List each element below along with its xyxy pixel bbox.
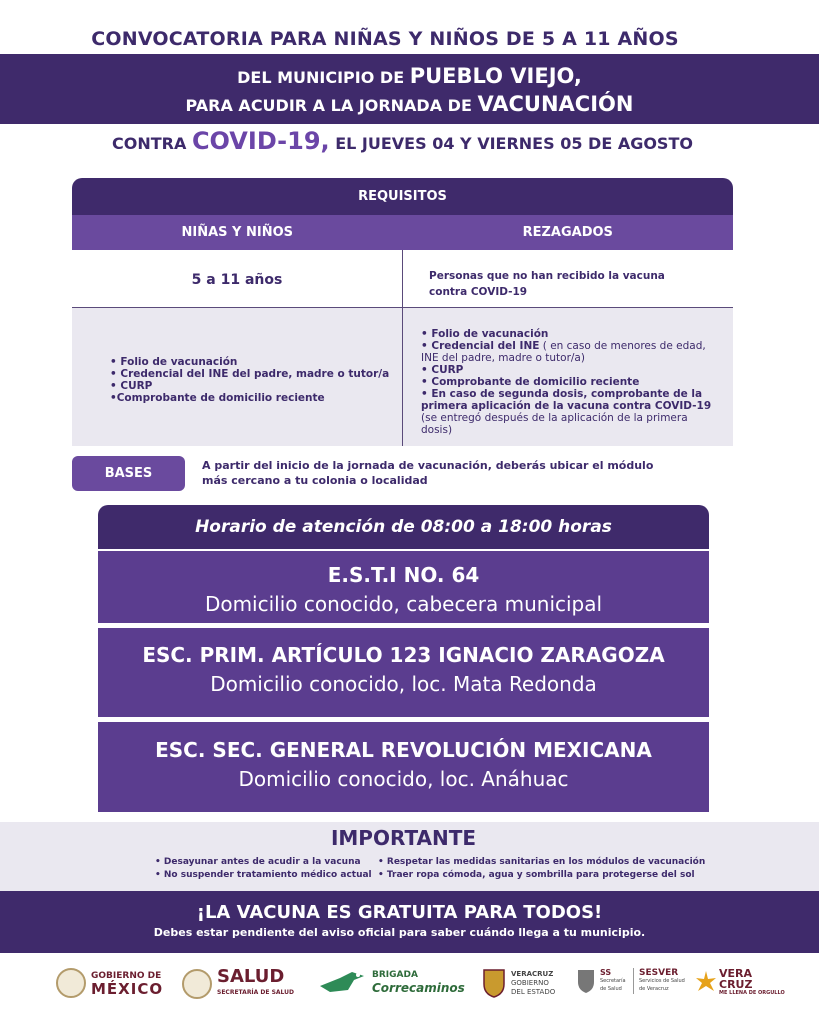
venue-card [98, 628, 709, 717]
band-line-2-prefix: PARA ACUDIR A LA JORNADA DE [185, 96, 478, 115]
requirements-row-age [72, 250, 733, 308]
ss-text [600, 969, 628, 993]
schedule-hours: Horario de atención de 08:00 a 18:00 horas [98, 505, 709, 549]
logo-text: VERA [719, 967, 753, 980]
important-section [0, 822, 819, 891]
list-item: • No suspender tratamiento médico actual [155, 870, 372, 880]
header-band [0, 54, 819, 124]
veracruz-orgullo-logo [695, 968, 785, 996]
list-item: •Comprobante de domicilio reciente [110, 392, 325, 404]
list-item: • Folio de vacunación [110, 356, 238, 368]
list-item-note: (se entregó después de la aplicación de la primera dosis) [421, 412, 688, 436]
rezagados-docs-cell [403, 308, 733, 446]
list-item-bold: • En caso de segunda dosis, comprobante de la primera aplicación de la vacuna contra COVID-19 [421, 388, 712, 412]
col-children: NIÑAS Y NIÑOS [181, 225, 293, 240]
band-line-1 [0, 64, 819, 88]
logo-text: DEL ESTADO [511, 987, 556, 996]
free-vaccine-title: ¡LA VACUNA ES GRATUITA PARA TODOS! [196, 902, 603, 923]
official-notice: Debes estar pendiente del aviso oficial para saber cuándo llega a tu municipio. [153, 926, 646, 939]
eagle-seal-icon [56, 968, 86, 998]
logo-text: ME LLENA DE ORGULLO [719, 990, 785, 996]
venue-name: ESC. PRIM. ARTÍCULO 123 IGNACIO ZARAGOZA [142, 643, 665, 667]
free-vaccine-band [0, 891, 819, 953]
venue-card [98, 551, 709, 623]
ss-sesver-logo [576, 968, 689, 994]
list-item: • Folio de vacunación [421, 328, 549, 340]
brigada-correcaminos-logo [318, 968, 465, 996]
col-rezagados: REZAGADOS [522, 225, 613, 240]
logo-text: MÉXICO [91, 980, 164, 998]
age-cell [72, 250, 403, 307]
sesver-text [639, 969, 689, 993]
gobierno-mexico-text [91, 970, 163, 996]
logo-text: GOBIERNO [511, 978, 549, 987]
requirements-subheader [72, 215, 733, 250]
venue-address: Domicilio conocido, loc. Anáhuac [238, 767, 569, 791]
pending-cell [403, 250, 733, 307]
list-item: • Comprobante de domicilio reciente [421, 376, 640, 388]
logo-text: Secretaría de Salud [600, 978, 626, 992]
list-item: • Traer ropa cómoda, agua y sombrilla para protegerse del sol [378, 870, 695, 880]
covid-word: COVID-19, [191, 127, 330, 155]
convocatoria-title: CONVOCATORIA PARA NIÑAS Y NIÑOS DE 5 A 11 AÑOS [91, 28, 679, 50]
gobierno-mexico-logo [56, 968, 163, 998]
date-line [0, 127, 805, 155]
veracruz-orgullo-text [719, 968, 785, 996]
municipality-name: PUEBLO VIEJO, [409, 64, 582, 88]
veracruz-gobierno-logo [482, 968, 555, 998]
list-item [421, 388, 721, 436]
list-item: • Desayunar antes de acudir a la vacuna [155, 857, 361, 867]
list-item [421, 340, 721, 364]
eagle-seal-icon [182, 969, 212, 999]
venue-address: Domicilio conocido, cabecera municipal [204, 592, 603, 616]
age-range: 5 a 11 años [191, 272, 283, 288]
pending-text: Personas que no han recibido la vacuna contra COVID-19 [429, 270, 665, 298]
date-line-dates: EL JUEVES 04 Y VIERNES 05 DE AGOSTO [329, 134, 693, 153]
logo-text: SESVER [639, 968, 679, 978]
important-title: IMPORTANTE [330, 826, 477, 850]
star-burst-icon [695, 970, 717, 994]
logo-divider [633, 968, 634, 994]
children-docs-list [110, 356, 400, 404]
veracruz-text [511, 970, 555, 997]
logo-text: BRIGADA [372, 970, 418, 980]
brigada-text [372, 969, 465, 995]
logo-text: VERACRUZ [511, 969, 554, 978]
important-list-right [378, 856, 705, 882]
venue-address: Domicilio conocido, loc. Mata Redonda [210, 672, 597, 696]
band-line-2 [0, 92, 819, 116]
list-item-note: ( en caso de menores de edad, INE del padre, madre o tutor/a) [421, 340, 706, 364]
list-item-bold: • Credencial del INE [421, 340, 540, 352]
logo-text: Correcaminos [372, 981, 465, 995]
children-docs-cell [72, 308, 403, 446]
salud-text [217, 968, 294, 999]
logo-strip [0, 962, 819, 1012]
logo-text: SS [600, 968, 612, 977]
venue-name: E.S.T.I NO. 64 [327, 563, 480, 587]
list-item: • CURP [421, 364, 464, 376]
bases-label: BASES [72, 456, 185, 491]
list-item: • Respetar las medidas sanitarias en los módulos de vacunación [378, 857, 706, 867]
important-list-left [155, 856, 372, 882]
requirements-row-docs [72, 308, 733, 446]
band-line-1-prefix: DEL MUNICIPIO DE [237, 68, 410, 87]
date-line-prefix: CONTRA [112, 134, 192, 153]
list-item: • Credencial del INE del padre, madre o tutor/a [110, 368, 390, 380]
requirements-table [72, 178, 733, 447]
logo-text: SALUD [217, 966, 285, 987]
salud-logo [182, 968, 294, 999]
rezagados-docs-list [421, 328, 721, 436]
logo-text: SECRETARÍA DE SALUD [217, 989, 294, 996]
logo-text: CRUZ [719, 978, 753, 991]
ss-shield-icon [576, 968, 596, 994]
vaccination-word: VACUNACIÓN [477, 92, 634, 116]
roadrunner-icon [318, 968, 368, 996]
venue-name: ESC. SEC. GENERAL REVOLUCIÓN MEXICANA [155, 738, 652, 762]
bases-text: A partir del inicio de la jornada de vacunación, deberás ubicar el módulo más cercano a tu colonia o localidad [202, 459, 654, 487]
veracruz-shield-icon [482, 968, 506, 998]
logo-text: Servicios de Salud de Veracruz [639, 978, 685, 992]
requirements-title: REQUISITOS [72, 178, 733, 215]
venue-card [98, 722, 709, 812]
logo-text: GOBIERNO DE [91, 971, 162, 981]
list-item: • CURP [110, 380, 153, 392]
